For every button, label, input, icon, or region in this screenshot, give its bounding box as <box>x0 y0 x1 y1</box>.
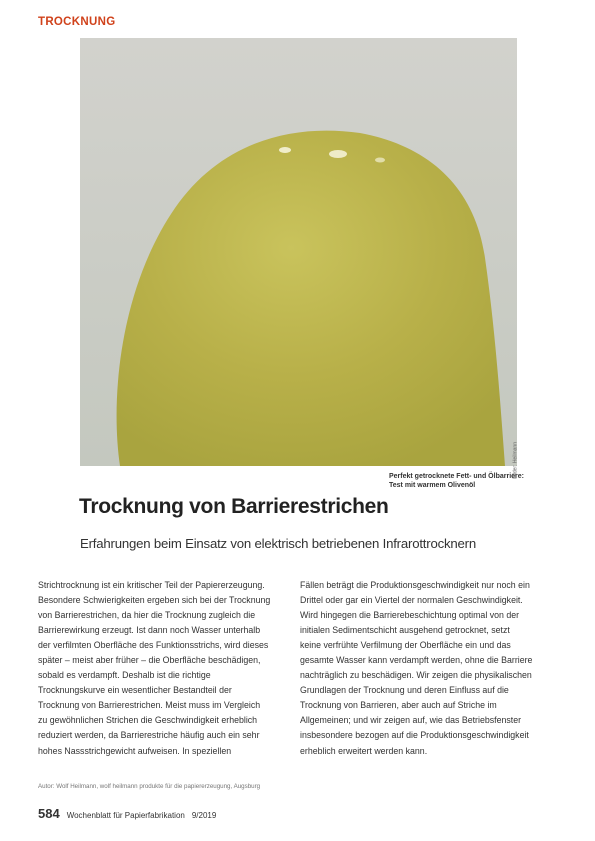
article-title: Trocknung von Barrierestrichen <box>79 495 389 518</box>
publication-name: Wochenblatt für Papierfabrikation <box>66 811 185 820</box>
page-number: 584 <box>38 806 60 821</box>
issue-number: 9/2019 <box>191 811 217 820</box>
oil-drop-illustration <box>80 38 517 466</box>
section-label: TROCKNUNG <box>38 16 116 28</box>
author-line: Autor: Wolf Heilmann, wolf heilmann produkte für die papiererzeugung, Augsburg <box>38 783 261 790</box>
photo-credit: Bilder: Heilmann <box>513 442 519 479</box>
photo-caption: Perfekt getrocknete Fett- und Ölbarriere: Test mit warmem Olivenöl <box>389 473 524 490</box>
body-column-right <box>300 578 533 759</box>
page-footer <box>38 806 216 821</box>
body-column-left <box>38 578 271 759</box>
article-photo <box>80 38 519 479</box>
article-subtitle: Erfahrungen beim Einsatz von elektrisch betriebenen Infrarottrocknern <box>80 536 476 551</box>
body-paragraph-right: Fällen beträgt die Produktionsgeschwindigkeit nur noch ein Drittel oder gar ein Viertel der normalen Geschwindigkeit. Wird hingegen die Barrierebeschichtung optimal von der initialen Sedimentschicht ausgehend getrocknet, setzt keine verfrühte Verfilmung der Oberfläche ein und das gesamte Wasser kann verdampft werden, ohne die Barriere nachträglich zu beschädigen. Wir zeigen die physikalischen Grundlagen der Trocknung und deren Einfluss auf die Trocknung von Barrieren, aber auch auf Striche im Allgemeinen; und wir zeigen auf, wie das Betriebsfenster insbesondere bezogen auf die Produktionsgeschwindigkeit erheblich erweitert werden kann. <box>300 580 533 756</box>
body-paragraph-left: Strichtrocknung ist ein kritischer Teil der Papiererzeugung. Besondere Schwierigkeiten ergeben sich bei der Trocknung von Barrierestrichen, da hier die Trocknung zugleich die Barrierewirkung erzeugt. Ist dann noch Wasser unterhalb der verfilmten Oberfläche des Funktionsstrichs, wird dieses später – meist aber früher – die Oberfläche beschädigen, sobald es verdampft. Deshalb ist die richtige Trocknungskurve ein wesentlicher Bestandteil der Trocknung von Barrierestrichen. Meist muss im Vergleich zu gewöhnlichen Strichen die Geschwindigkeit erheblich reduziert werden, da Barrierestriche häufig auch ein sehr hohes Nassstrichgewicht aufweisen. In speziellen <box>38 580 271 756</box>
